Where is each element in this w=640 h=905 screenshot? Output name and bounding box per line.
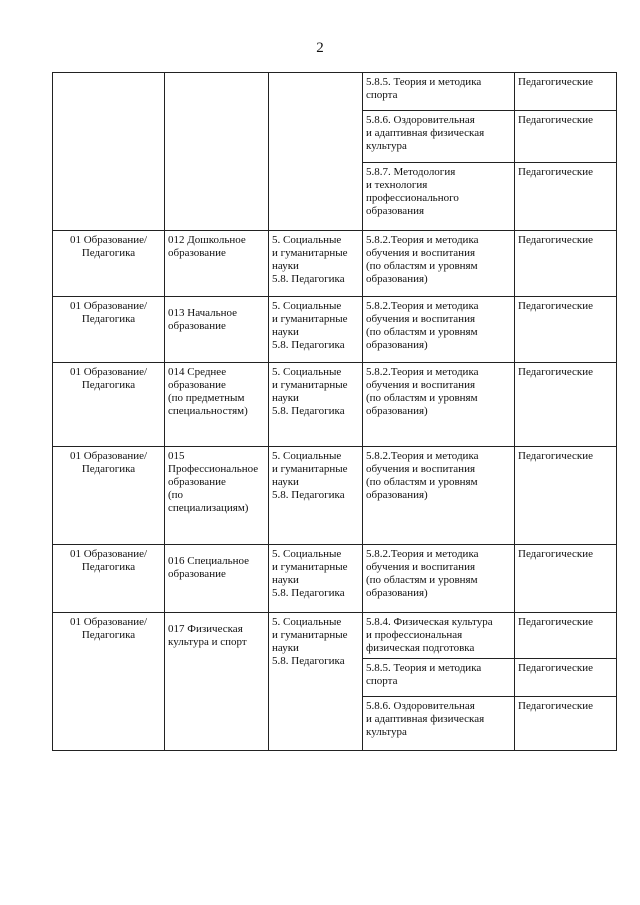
branch-cell: Педагогические [515, 231, 617, 297]
specialty-cell: 5.8.4. Физическая культура и профессиональная физическая подготовка [363, 613, 515, 659]
table-row [53, 613, 617, 659]
specialty-cell: 5.8.7. Методология и технология профессионального образования [363, 163, 515, 231]
specialty-cell: 5.8.5. Теория и методика спорта [363, 73, 515, 111]
specialty-cell: 5.8.2.Теория и методика обучения и воспитания (по областям и уровням образования) [363, 297, 515, 363]
table-row [53, 73, 617, 111]
code-cell: 012 Дошкольное образование [165, 231, 269, 297]
table-row [53, 231, 617, 297]
specialty-cell: 5.8.6. Оздоровительная и адаптивная физическая культура [363, 697, 515, 751]
branch-cell: Педагогические [515, 613, 617, 659]
specialties-table [52, 72, 617, 751]
group-cell: 5. Социальные и гуманитарные науки 5.8. Педагогика [269, 613, 363, 751]
code-cell: 013 Начальное образование [165, 297, 269, 363]
area-cell [53, 73, 165, 231]
branch-cell: Педагогические [515, 545, 617, 613]
code-cell [165, 73, 269, 231]
group-cell [269, 73, 363, 231]
code-cell: 014 Среднее образование (по предметным специальностям) [165, 363, 269, 447]
table-row [53, 545, 617, 613]
group-cell: 5. Социальные и гуманитарные науки 5.8. Педагогика [269, 297, 363, 363]
table-row [53, 297, 617, 363]
specialty-cell: 5.8.2.Теория и методика обучения и воспитания (по областям и уровням образования) [363, 231, 515, 297]
specialty-cell: 5.8.2.Теория и методика обучения и воспитания (по областям и уровням образования) [363, 447, 515, 545]
code-cell: 016 Специальное образование [165, 545, 269, 613]
branch-cell: Педагогические [515, 111, 617, 163]
specialty-cell: 5.8.2.Теория и методика обучения и воспитания (по областям и уровням образования) [363, 545, 515, 613]
code-cell: 015 Профессиональное образование (по специализациям) [165, 447, 269, 545]
area-cell: 01 Образование/ Педагогика [53, 613, 165, 751]
specialty-cell: 5.8.5. Теория и методика спорта [363, 659, 515, 697]
branch-cell: Педагогические [515, 659, 617, 697]
branch-cell: Педагогические [515, 297, 617, 363]
specialty-cell: 5.8.2.Теория и методика обучения и воспитания (по областям и уровням образования) [363, 363, 515, 447]
specialty-cell: 5.8.6. Оздоровительная и адаптивная физическая культура [363, 111, 515, 163]
branch-cell: Педагогические [515, 363, 617, 447]
area-cell: 01 Образование/ Педагогика [53, 545, 165, 613]
group-cell: 5. Социальные и гуманитарные науки 5.8. Педагогика [269, 545, 363, 613]
group-cell: 5. Социальные и гуманитарные науки 5.8. Педагогика [269, 447, 363, 545]
area-cell: 01 Образование/ Педагогика [53, 447, 165, 545]
branch-cell: Педагогические [515, 697, 617, 751]
branch-cell: Педагогические [515, 163, 617, 231]
area-cell: 01 Образование/ Педагогика [53, 363, 165, 447]
area-cell: 01 Образование/ Педагогика [53, 297, 165, 363]
table-row [53, 363, 617, 447]
page-number: 2 [316, 40, 324, 56]
area-cell: 01 Образование/ Педагогика [53, 231, 165, 297]
code-cell: 017 Физическая культура и спорт [165, 613, 269, 751]
branch-cell: Педагогические [515, 447, 617, 545]
branch-cell: Педагогические [515, 73, 617, 111]
table-row [53, 447, 617, 545]
group-cell: 5. Социальные и гуманитарные науки 5.8. Педагогика [269, 363, 363, 447]
group-cell: 5. Социальные и гуманитарные науки 5.8. Педагогика [269, 231, 363, 297]
